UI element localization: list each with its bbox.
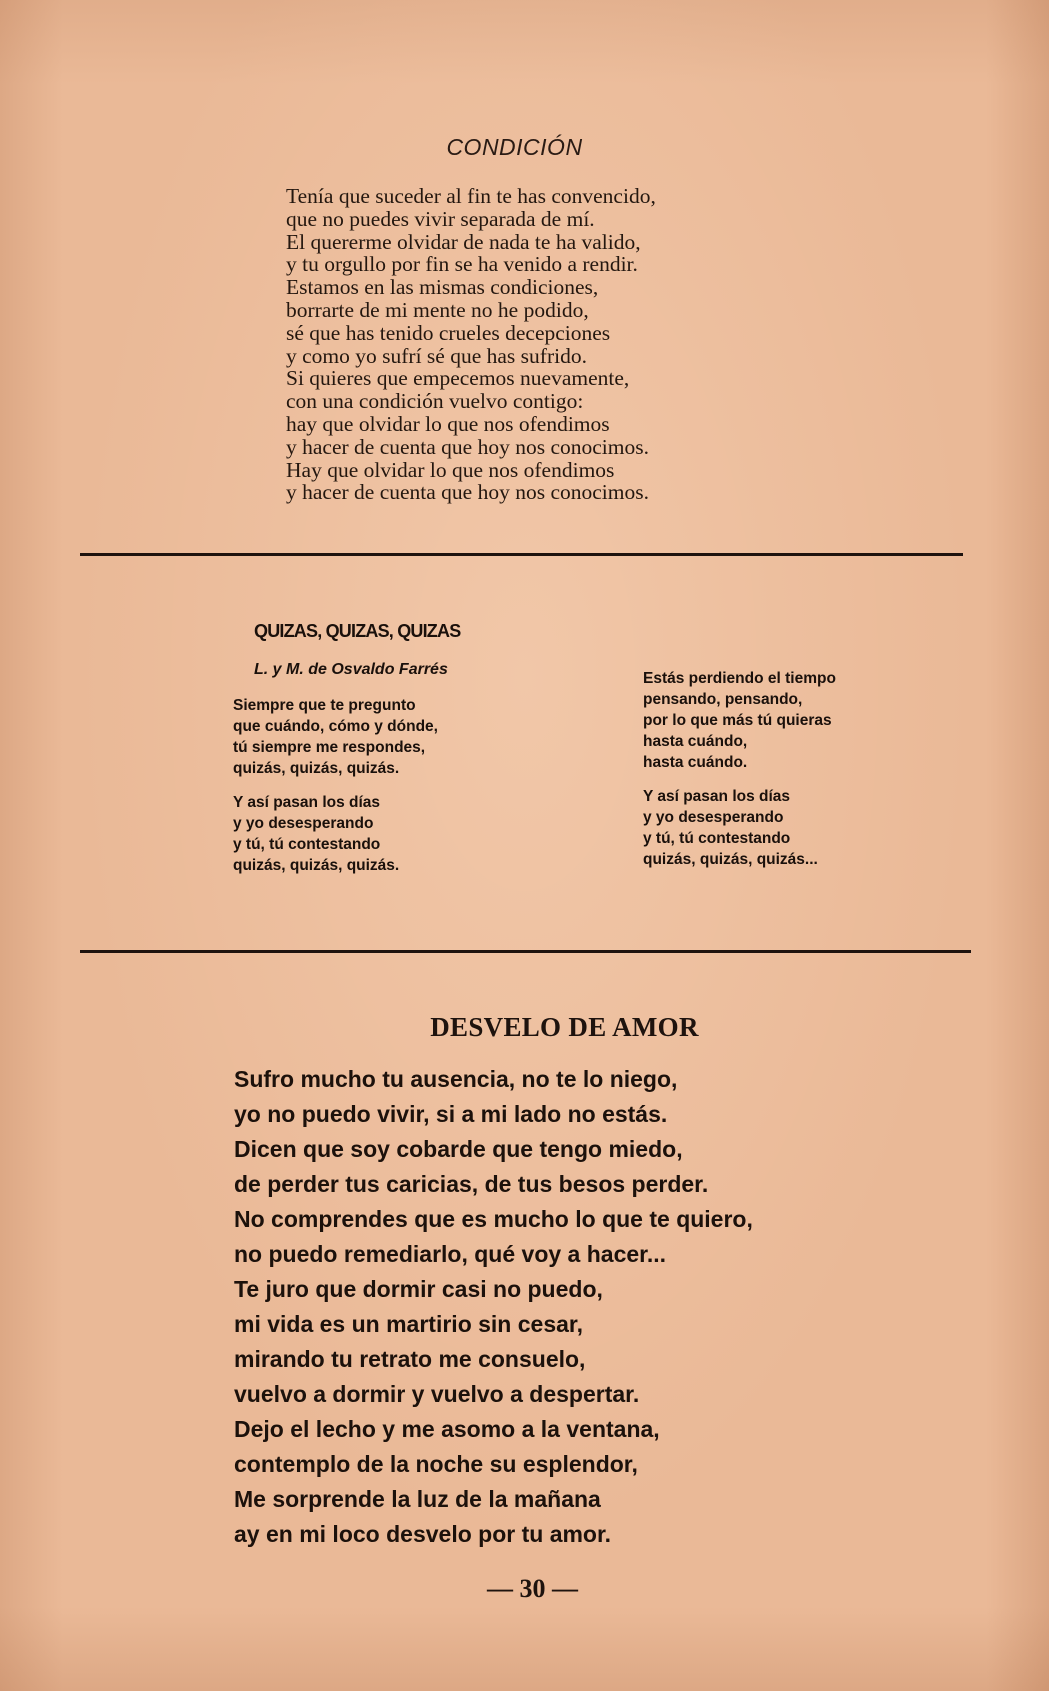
- poem-line: quizás, quizás, quizás.: [233, 857, 400, 874]
- poem-column-right: [643, 668, 943, 883]
- poem-line: hasta cuándo.: [643, 754, 748, 771]
- poem-body-condicion: [286, 185, 806, 504]
- poem-line: de perder tus caricias, de tus besos perder.: [234, 1171, 709, 1197]
- poem-line: Y así pasan los días: [643, 788, 791, 805]
- poem-line: hay que olvidar lo que nos ofendimos: [286, 411, 610, 436]
- stanza: [643, 786, 943, 870]
- poem-line: hasta cuándo,: [643, 733, 748, 750]
- stanza: [233, 792, 533, 876]
- poem-line: y como yo sufrí sé que has sufrido.: [286, 343, 587, 368]
- poem-line: que cuándo, cómo y dónde,: [233, 718, 438, 735]
- poem-line: Me sorprende la luz de la mañana: [234, 1486, 601, 1512]
- poem-body-desvelo: [234, 1062, 894, 1552]
- poem-line: y yo desesperando: [643, 809, 784, 826]
- poem-line: Tenía que suceder al fin te has convencido,: [286, 184, 656, 208]
- poem-line: El quererme olvidar de nada te ha valido,: [286, 229, 641, 254]
- poem-line: y tú, tú contestando: [233, 836, 381, 853]
- poem-line: y yo desesperando: [233, 815, 374, 832]
- poem-line: vuelvo a dormir y vuelvo a despertar.: [234, 1381, 640, 1407]
- stanza: [643, 668, 943, 773]
- poem-line: No comprendes que es mucho lo que te quiero,: [234, 1206, 753, 1232]
- poem-line: Y así pasan los días: [233, 794, 381, 811]
- poem-title-quizas: QUIZAS, QUIZAS, QUIZAS: [254, 621, 461, 641]
- stanza: [233, 695, 533, 779]
- poem-line: con una condición vuelvo contigo:: [286, 389, 584, 414]
- poem-line: borrarte de mi mente no he podido,: [286, 297, 589, 322]
- poem-column-left: [233, 695, 533, 889]
- poem-author: L. y M. de Osvaldo Farrés: [254, 661, 448, 678]
- poem-line: tú siempre me respondes,: [233, 739, 426, 756]
- poem-line: quizás, quizás, quizás...: [643, 851, 818, 868]
- poem-line: ay en mi loco desvelo por tu amor.: [234, 1521, 612, 1547]
- poem-line: Estás perdiendo el tiempo: [643, 670, 836, 687]
- poem-line: y hacer de cuenta que hoy nos conocimos.: [286, 434, 649, 459]
- section-divider: [80, 950, 971, 953]
- poem-line: contemplo de la noche su esplendor,: [234, 1451, 638, 1477]
- poem-line: quizás, quizás, quizás.: [233, 760, 400, 777]
- poem-line: Dejo el lecho y me asomo a la ventana,: [234, 1416, 660, 1442]
- poem-line: Hay que olvidar lo que nos ofendimos: [286, 457, 615, 482]
- poem-line: Si quieres que empecemos nuevamente,: [286, 366, 630, 391]
- poem-line: no puedo remediarlo, qué voy a hacer...: [234, 1241, 667, 1267]
- poem-line: y tu orgullo por fin se ha venido a rendir.: [286, 252, 638, 277]
- poem-title-desvelo: DESVELO DE AMOR: [430, 1012, 699, 1042]
- poem-line: Siempre que te pregunto: [233, 697, 416, 714]
- poem-line: mirando tu retrato me consuelo,: [234, 1346, 586, 1372]
- poem-line: por lo que más tú quieras: [643, 712, 832, 729]
- page-number: — 30 —: [487, 1574, 578, 1603]
- poem-line: Te juro que dormir casi no puedo,: [234, 1276, 603, 1302]
- poem-line: pensando, pensando,: [643, 691, 803, 708]
- poem-line: Sufro mucho tu ausencia, no te lo niego,: [234, 1066, 678, 1092]
- poem-line: mi vida es un martirio sin cesar,: [234, 1311, 583, 1337]
- poem-line: que no puedes vivir separada de mí.: [286, 206, 595, 231]
- poem-line: sé que has tenido crueles decepciones: [286, 320, 611, 345]
- poem-line: yo no puedo vivir, si a mi lado no estás.: [234, 1101, 668, 1127]
- poem-line: Estamos en las mismas condiciones,: [286, 275, 599, 300]
- section-divider: [80, 553, 963, 556]
- poem-line: y tú, tú contestando: [643, 830, 791, 847]
- poem-line: y hacer de cuenta que hoy nos conocimos.: [286, 480, 649, 505]
- poem-line: Dicen que soy cobarde que tengo miedo,: [234, 1136, 683, 1162]
- poem-title-condicion: CONDICIÓN: [446, 134, 583, 160]
